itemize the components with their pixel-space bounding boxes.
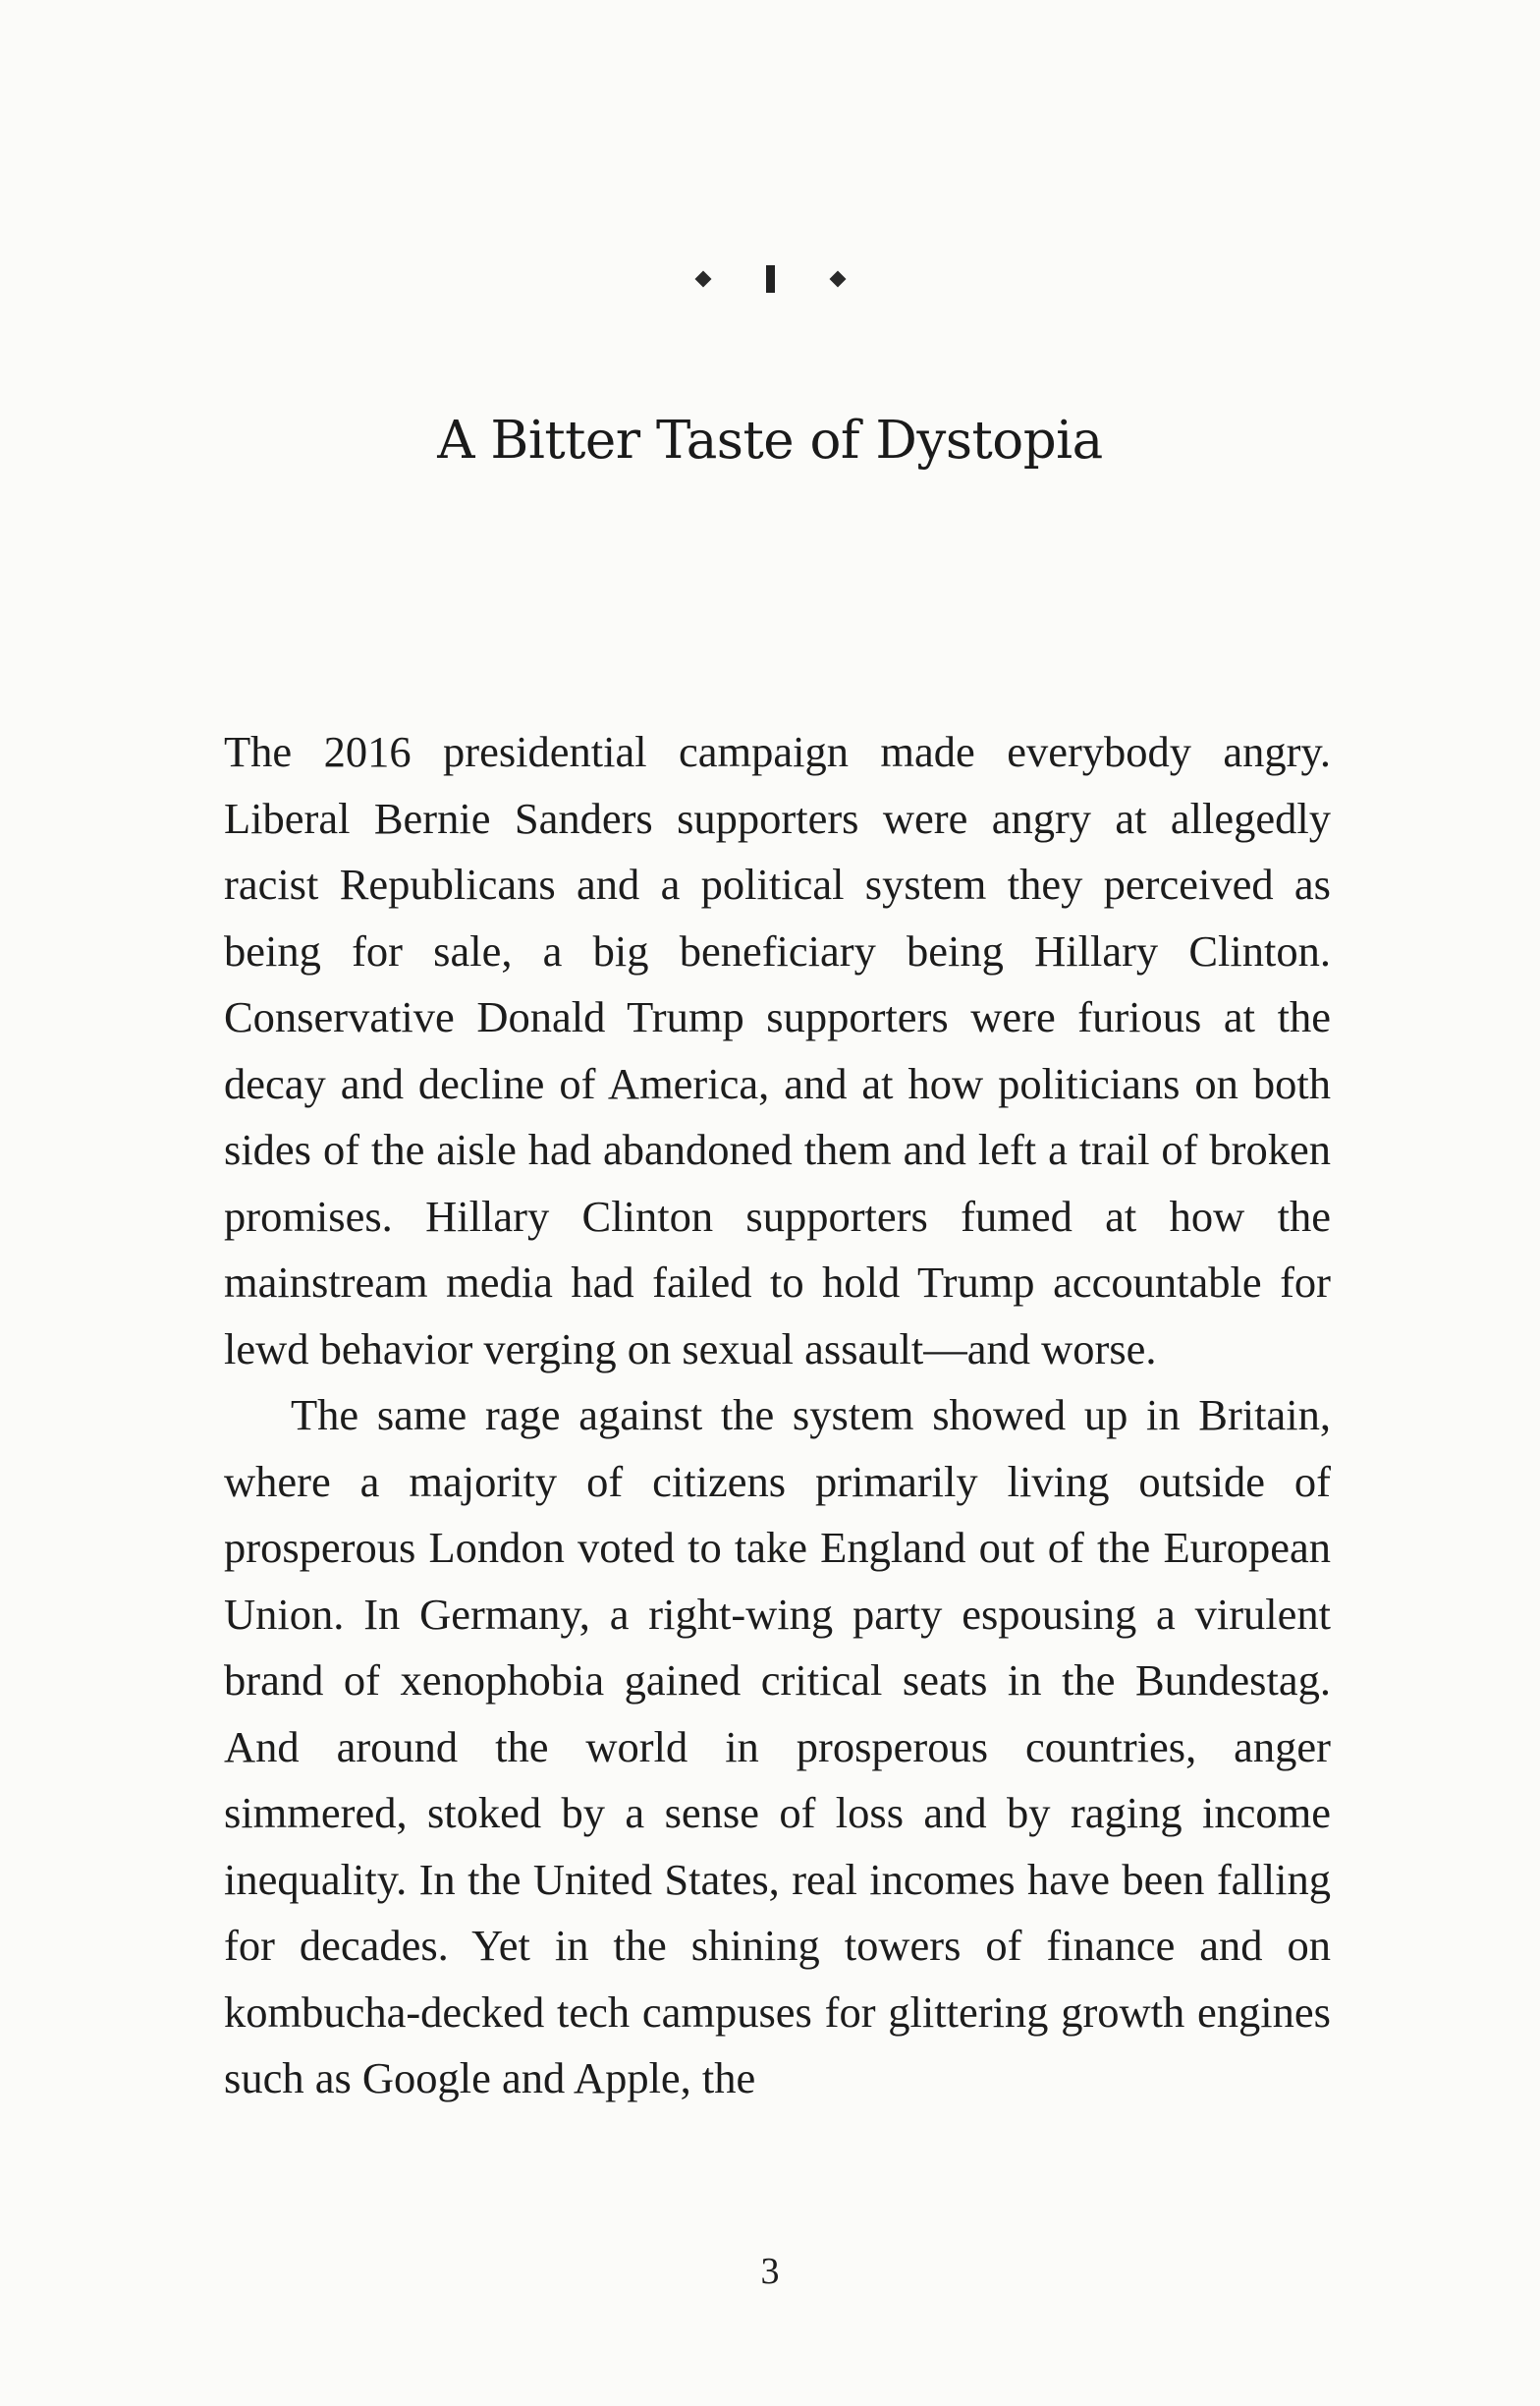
paragraph-2: The same rage against the system showed up in Britain, where a majority of citizens primarily living outside of prosperous London voted to take England out of the European Union. In Germany, a right-wing party espousing a virulent brand of xenophobia gained critical seats in the Bundestag. And around the world in prosperous countries, anger simmered, stoked by a sense of loss and by raging income inequality. In the United States, real incomes have been falling for decades. Yet in the shining towers of finance and on kombucha-decked tech campuses for glittering growth engines such as Google and Apple, the [224,1390,1331,2102]
paragraph-1: The 2016 presidential campaign made everybody angry. Liberal Bernie Sanders supporters were angry at allegedly racist Republicans and a political system they perceived as being for sale, a big beneficiary being Hillary Clinton. Conservative Donald Trump supporters were furious at the decay and decline of America, and at how politicians on both sides of the aisle had abandoned them and left a trail of broken promises. Hillary Clinton supporters fumed at how the mainstream media had failed to hold Trump accountable for lewd behavior verging on sexual assault—and worse. [224,727,1331,1373]
right-diamond-icon [829,271,846,288]
body-text [224,719,1331,2112]
chapter-ornament [0,265,1540,293]
chapter-number-mark [766,265,775,293]
left-diamond-icon [694,271,711,288]
chapter-title: A Bitter Taste of Dystopia [437,411,1103,471]
page-number: 3 [760,2251,780,2292]
